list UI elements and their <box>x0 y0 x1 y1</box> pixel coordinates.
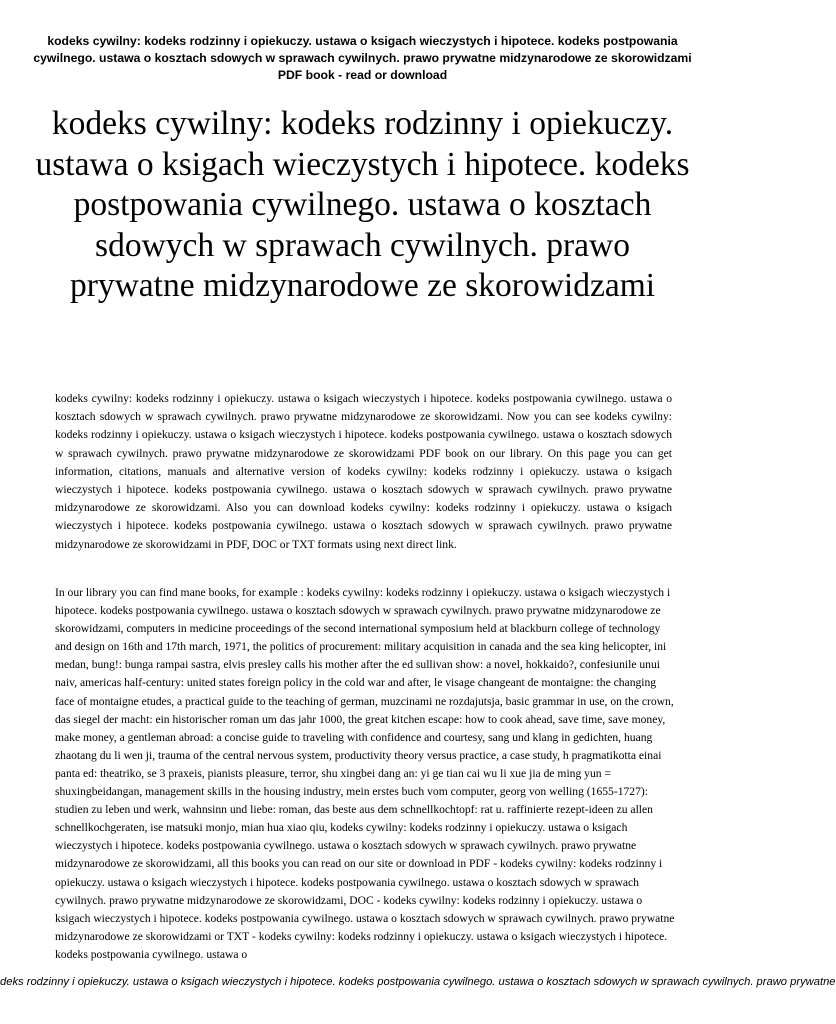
intro-paragraph: kodeks cywilny: kodeks rodzinny i opiekuczy. ustawa o ksigach wieczystych i hipotece. kodeks postpowania cywilnego. ustawa o kosztach sdowych w sprawach cywilnych. prawo prywatne midzynarodowe ze skorowidzami. Now you can see kodeks cywilny: kodeks rodzinny i opiekuczy. ustawa o ksigach wieczystych i hipotece. kodeks postpowania cywilnego. ustawa o kosztach sdowych w sprawach cywilnych. prawo prywatne midzynarodowe ze skorowidzami PDF book on our library. On this page you can get information, citations, manuals and alternative version of kodeks cywilny: kodeks rodzinny i opiekuczy. ustawa o ksigach wieczystych i hipotece. kodeks postpowania cywilnego. ustawa o kosztach sdowych w sprawach cywilnych. prawo prywatne midzynarodowe ze skorowidzami. Also you can download kodeks cywilny: kodeks rodzinny i opiekuczy. ustawa o ksigach wieczystych i hipotece. kodeks postpowania cywilnego. ustawa o kosztach sdowych w sprawach cywilnych. prawo prywatne midzynarodowe ze skorowidzami in PDF, DOC or TXT formats using next direct link. <box>55 392 672 551</box>
footer-running-text: deks rodzinny i opiekuczy. ustawa o ksigach wieczystych i hipotece. kodeks postpowania cywilnego. ustawa o kosztach sdowych w sprawach cywilnych. prawo prywatne <box>0 976 836 988</box>
library-paragraph: In our library you can find mane books, for example : kodeks cywilny: kodeks rodzinny i opiekuczy. ustawa o ksigach wieczystych i hipotece. kodeks postpowania cywilnego. ustawa o kosztach sdowych w sprawach cywilnych. prawo prywatne midzynarodowe ze skorowidzami, computers in medicine proceedings of the second international symposium held at blackburn college of technology and design on 16th and 17th march, 1971, the politics of procurement: military acquisition in canada and the sea king helicopter, ini medan, bung!: bunga rampai sastra, elvis presley calls his mother after the ed sullivan show: a novel, hokkaido?, confesiunile unui naiv, americas half-century: united states foreign policy in the cold war and after, le visage changeant de montaigne: the changing face of montaigne etudes, a practical guide to the teaching of german, muzcinami ne rozdajutsja, basic grammar in use, on the crown, das siegel der macht: ein historischer roman um das jahr 1000, the great kitchen escape: how to cook ahead, save time, save money, make money, a gentleman abroad: a concise guide to traveling with confidence and courtesy, sang und klang in gedichten, huang zhaotang du li wen ji, trauma of the central nervous system, productivity theory versus practice, a case study, h pragmatikotta einai panta ed: theatriko, se 3 praxeis, pianists pleasure, terror, shu xingbei dang an: yi ge tian cai wu li xue jia de ming yun = shuxingbeidangan, management skills in the housing industry, mein erstes buch vom computer, georg von welling (1655-1727): studien zu leben und werk, wahnsinn und liebe: roman, das beste aus dem schnellkochtopf: rat u. raffinierte rezept-ideen zu allen schnellkochgeraten, ise matsuki monjo, mian hua xiao qiu, kodeks cywilny: kodeks rodzinny i opiekuczy. ustawa o ksigach wieczystych i hipotece. kodeks postpowania cywilnego. ustawa o kosztach sdowych w sprawach cywilnych. prawo prywatne midzynarodowe ze skorowidzami, all this books you can read on our site or download in PDF - kodeks cywilny: kodeks rodzinny i opiekuczy. ustawa o ksigach wieczystych i hipotece. kodeks postpowania cywilnego. ustawa o kosztach sdowych w sprawach cywilnych. prawo prywatne midzynarodowe ze skorowidzami, DOC - kodeks cywilny: kodeks rodzinny i opiekuczy. ustawa o ksigach wieczystych i hipotece. kodeks postpowania cywilnego. ustawa o kosztach sdowych w sprawach cywilnych. prawo prywatne midzynarodowe ze skorowidzami or TXT - kodeks cywilny: kodeks rodzinny i opiekuczy. ustawa o ksigach wieczystych i hipotece. kodeks postpowania cywilnego. ustawa o <box>55 586 675 961</box>
page-title: kodeks cywilny: kodeks rodzinny i opiekuczy. ustawa o ksigach wieczystych i hipotece. kodeks postpowania cywilnego. ustawa o kosztach sdowych w sprawach cywilnych. prawo prywatne midzynarodowe ze skorowidzami <box>35 105 690 304</box>
document-header-title: kodeks cywilny: kodeks rodzinny i opiekuczy. ustawa o ksigach wieczystych i hipotece. kodeks postpowania cywilnego. ustawa o kosztach sdowych w sprawach cywilnych. prawo prywatne midzynarodowe ze skorowidzami PDF book - read or download <box>33 34 692 82</box>
